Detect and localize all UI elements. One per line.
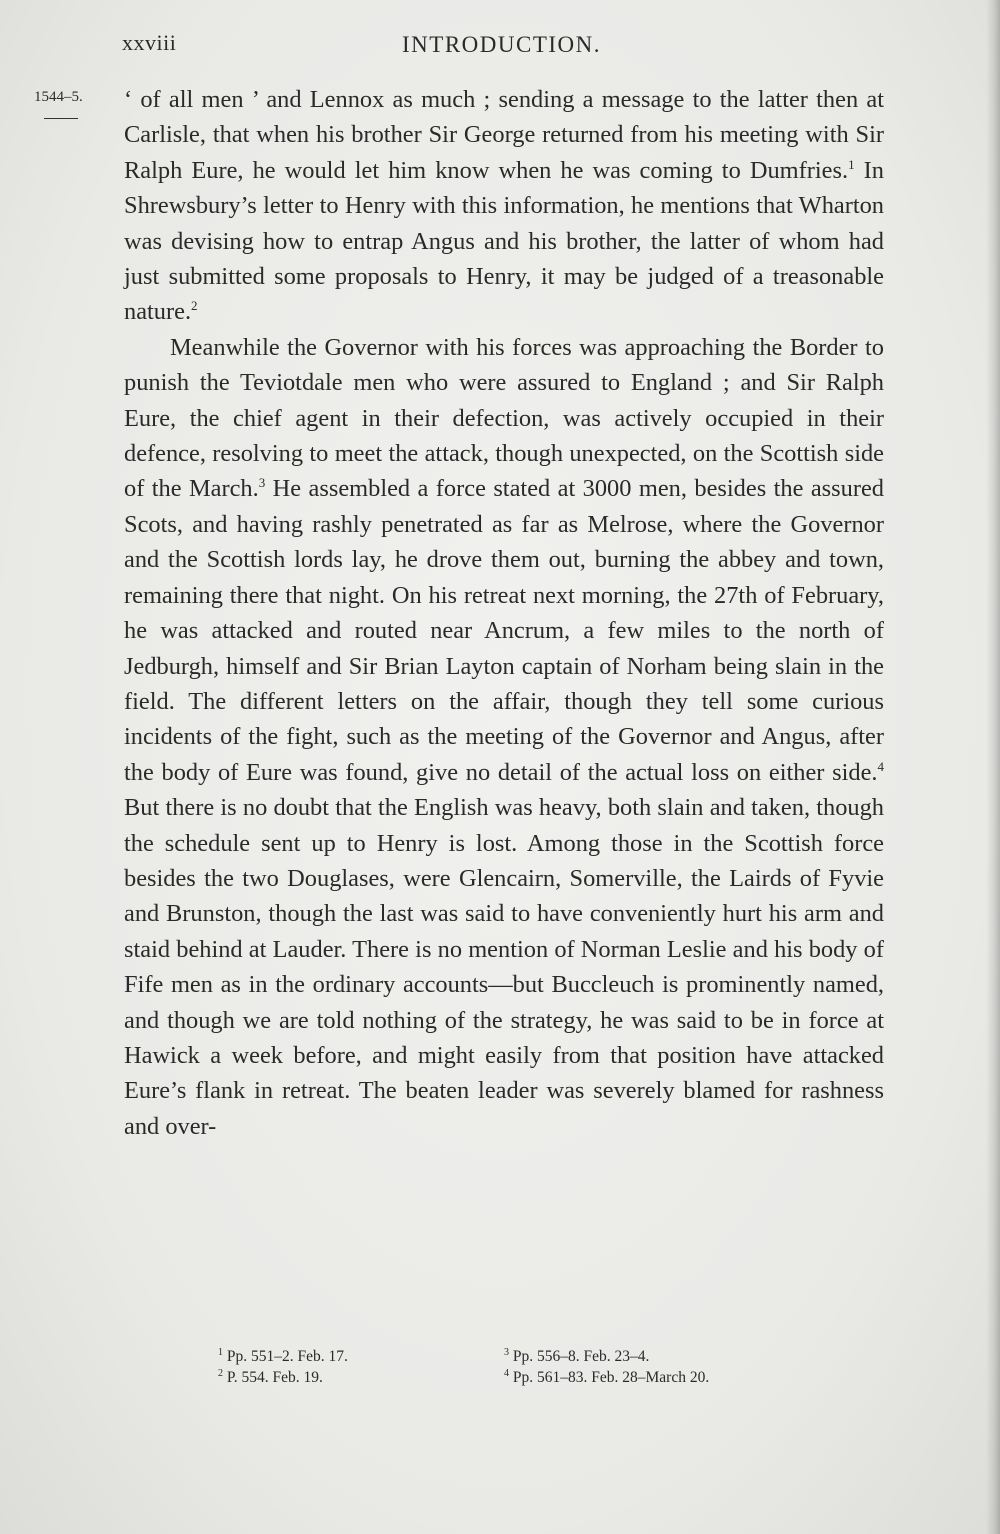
text-run: In Shrewsbury’s letter to Henry with this information, he mentions that Wharton was devising how to entrap Angus and his brother, the latter of whom had just submitted some proposals to Henry, it may be judged of a treasonable nature.	[124, 156, 884, 326]
page-gutter-shadow	[986, 0, 1000, 1534]
paragraph	[124, 82, 884, 330]
footnote-reference: 2	[191, 298, 198, 314]
footnotes-left-column	[218, 1346, 348, 1388]
footnote-number: 4	[504, 1368, 509, 1379]
footnotes-right-column	[504, 1346, 709, 1388]
footnote-number: 1	[218, 1347, 223, 1358]
body-text	[124, 82, 884, 1144]
text-run: Meanwhile the Governor with his forces was approaching the Border to punish the Teviotdale men who were assured to England ; and Sir Ralph Eure, the chief agent in their defection, was actively occupied in their defence, resolving to meet the attack, though unexpected, on the Scottish side of the March.	[124, 333, 884, 503]
footnote-text: P. 554. Feb. 19.	[226, 1369, 323, 1386]
text-run: But there is no doubt that the English was heavy, both slain and taken, though the schedule sent up to Henry is lost. Among those in the Scottish force besides the two Douglases, were Glencairn, Somerville, the Lairds of Fyvie and Brunston, though the last was said to have conveniently hurt his arm and staid behind at Lauder. There is no mention of Norman Leslie and his body of Fife men as in the ordinary accounts—but Buccleuch is prominently named, and though we are told nothing of the strategy, he was said to be in force at Hawick a week before, and might easily from that position have attacked Eure’s flank in retreat. The beaten leader was severely blamed for rashness and over-	[124, 794, 884, 1140]
text-run: ‘ of all men ’ and Lennox as much ; sending a message to the latter then at Carlisle, that when his brother Sir George returned from his meeting with Sir Ralph Eure, he would let him know when he was coming to Dumfries.	[124, 86, 884, 184]
footnote-reference: 1	[848, 156, 855, 172]
footnote	[218, 1346, 348, 1367]
footnote-number: 3	[504, 1347, 509, 1358]
footnote-text: Pp. 551–2. Feb. 17.	[226, 1348, 348, 1365]
footnote	[504, 1346, 709, 1367]
footnote-number: 2	[218, 1368, 223, 1379]
page-folio: xxviii	[122, 30, 177, 55]
footnote-text: Pp. 561–83. Feb. 28–March 20.	[512, 1369, 710, 1386]
footnote	[504, 1367, 709, 1388]
text-run: He assembled a force stated at 3000 men, besides the assured Scots, and having rashly penetrated as far as Melrose, where the Governor and the Scottish lords lay, he drove them out, burning the abbey and town, remaining there that night. On his retreat next morning, the 27th of February, he was attacked and routed near Ancrum, a few miles to the north of Jedburgh, himself and Sir Brian Layton captain of Norham being slain in the field. The different letters on the affair, though they tell some curious incidents of the fight, such as the meeting of the Governor and Angus, after the body of Eure was found, give no detail of the actual loss on either side.	[124, 475, 884, 786]
paragraph	[124, 330, 884, 1144]
footnote	[218, 1367, 348, 1388]
margin-rule	[44, 118, 78, 119]
footnote-text: Pp. 556–8. Feb. 23–4.	[512, 1348, 650, 1365]
footnote-reference: 4	[877, 758, 884, 774]
margin-date-note: 1544–5.	[34, 89, 83, 105]
running-head: INTRODUCTION.	[402, 32, 602, 57]
footnote-reference: 3	[258, 475, 266, 491]
